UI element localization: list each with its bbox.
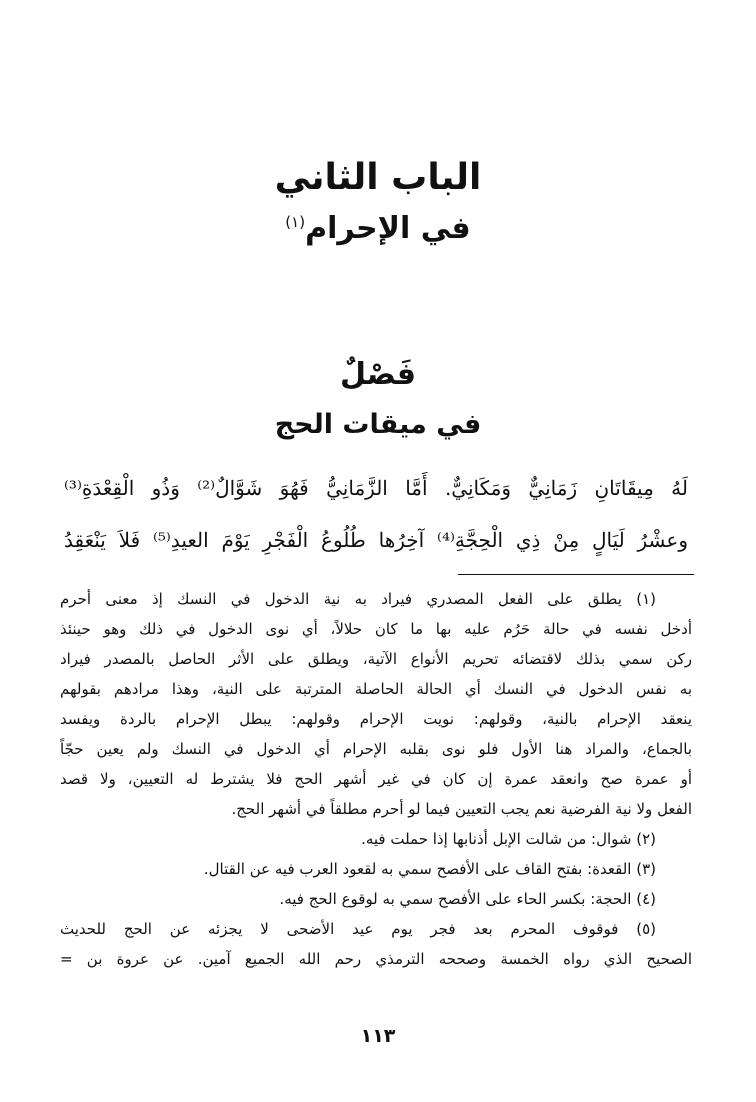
footnote-separator [458,574,694,575]
footnote-5-line: (٥) فوقوف المحرم بعد فجر يوم عيد الأضحى لا يجزئه عن الحج للحديث [60,920,656,938]
page-number: ١١٣ [360,1025,396,1047]
footnote-1-line: ركن سمي بذلك لاقتضائه تحريم الأنواع الآتية، ويطلق على الأثر الحاصل بالمصدر فيراد [60,650,692,668]
footnotes [60,584,692,974]
section-subtitle: في ميقات الحج [274,409,482,440]
main-text-line: وعشْرُ لَيَالٍ مِنْ ذِي الْحِجَّةِ⁽⁴⁾ آخِرُها طُلُوعُ الْفَجْرِ يَوْمَ العيدِ⁽⁵⁾ فَلاَ يَنْعَقِدُ [64,528,688,552]
footnote-1-line: به نفس الدخول في النسك أي الحالة الحاصلة المترتبة على النية، وهذا مرادهم بقولهم [60,680,692,698]
footnote-1-line: ينعقد الإحرام بالنية، وقولهم: نويت الإحرام وقولهم: يبطل الإحرام بالردة ويفسد [60,710,692,728]
footnote-3: (٣) القعدة: بفتح القاف على الأفصح سمي به لقعود العرب فيه عن القتال. [203,860,656,878]
main-text [64,462,688,566]
chapter-subtitle [0,206,756,252]
footnote-1-line: أدخل نفسه في حالة حَرُم عليه بها ما كان حلالاً، أي نوى الدخول في ذلك وهو حينئذ [60,620,692,638]
section-title: فَصْلٌ [340,357,416,392]
main-text-line: لَهُ مِيقَاتَانِ زَمَانِيٌّ وَمَكَانِيٌّ. أَمَّا الزَّمَانِيُّ فَهُوَ شَوَّالٌ⁽²⁾ وَذُو الْقِعْدَةِ⁽³⁾ [64,476,688,500]
footnote-ref-1: (١) [285,213,306,231]
footnote-1-line: (١) يطلق على الفعل المصدري فيراد به نية الدخول في النسك إذ معنى أحرم [60,590,656,608]
footnote-1-line: بالجماع، والمراد هنا الأول فلو نوى بقلبه الإحرام أي الدخول في النسك ولم يعين حجّاً [60,740,692,758]
footnote-1-line: الفعل ولا نية الفرضية نعم يجب التعيين فيما لو أحرم مطلقاً في أشهر الحج. [231,800,692,818]
footnote-5-line: الصحيح الذي رواه الخمسة وصححه الترمذي رحم الله الجميع آمين. عن عروة بن = [60,950,692,968]
footnote-1-line: أو عمرة صح وانعقد عمرة إن كان في غير أشهر الحج فلا يشترط له التعيين، ولا قصد [60,770,692,788]
chapter-subtitle-text: في الإحرام [305,211,471,246]
chapter-title: الباب الثاني [274,157,482,198]
footnote-2: (٢) شوال: من شالت الإبل أذنابها إذا حملت فيه. [361,830,656,848]
footnote-4: (٤) الحجة: بكسر الحاء على الأفصح سمي به لوقوع الحج فيه. [279,890,656,908]
